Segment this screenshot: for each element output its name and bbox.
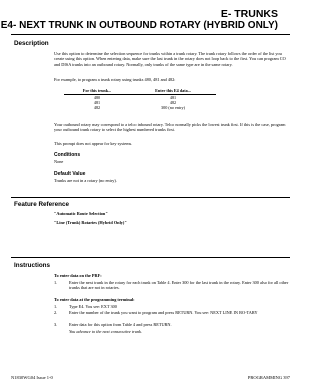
step-text: Enter the number of the trunk you want to program and press RETURN. You see: NEXT LINE IN RO-TARY [69, 310, 258, 315]
step-note: You advance to the next consecutive trunk. [69, 329, 142, 334]
table-row [64, 105, 216, 110]
section-title: E- TRUNKS [220, 8, 278, 20]
instructions-heading: Instructions [14, 262, 51, 269]
footer-document-id: N1830WG04 Issue 1-0 [11, 375, 53, 380]
step-number: 3. [54, 322, 58, 327]
description-paragraph-2: For example, to program a trunk rotary using trunks 480, 481 and 482: [54, 77, 176, 82]
step-number: 1. [54, 280, 58, 285]
footer-page-number: PROGRAMMING 397 [247, 375, 290, 380]
table-cell: 300 (no entry) [161, 105, 185, 111]
conditions-heading: Conditions [54, 152, 81, 158]
feature-reference-item: "Line (Trunk) Rotaries (Hybrid Only)" [54, 220, 127, 225]
description-paragraph-4: This prompt does not appear for key systems. [54, 141, 133, 146]
feature-reference-heading: Feature Reference [14, 201, 69, 208]
table-cell: 482 [93, 105, 101, 111]
header-rule [11, 34, 290, 35]
conditions-text: None [54, 159, 64, 164]
default-value-heading: Default Value [54, 171, 86, 177]
table-header-trunk: For this trunk... [64, 88, 130, 95]
step-text: Type E4. You see: EXT 300 [69, 304, 117, 309]
page-title: E4- NEXT TRUNK IN OUTBOUND ROTARY (HYBRID ONLY) [0, 20, 278, 31]
default-value-text: Trunks are not in a rotary (no entry). [54, 178, 117, 183]
step-text: Enter the next trunk in the rotary for each trunk on Table 4. Enter 300 for the last trunk in the rotary. Enter 300 also for all other trunks that are not in rotaries. [69, 280, 289, 291]
table-cell: 481 [169, 95, 177, 101]
section-rule [11, 257, 290, 258]
table-cell: 482 [169, 100, 177, 106]
description-heading: Description [14, 40, 49, 47]
table-header-e4-data: Enter this E4 data... [130, 88, 216, 95]
description-paragraph-3: Your outbound rotary may correspond to a telco inbound rotary. Telco normally picks the lowest trunk first. If this is the case, program your outbound trunk rotary to select the highest numbered trunks first. [54, 122, 286, 133]
prf-subheading: To enter data on the PRF: [54, 273, 102, 278]
step-number: 1. [54, 304, 58, 309]
step-number: 2. [54, 310, 58, 315]
rotary-example-table [64, 88, 216, 110]
table-cell: 480 [93, 95, 101, 101]
description-paragraph-1: Use this option to determine the selection sequence for trunks within a trunk rotary. The trunk rotary follows the order of the list you create using this option. When entering data, make sure the last trunk in the rotary does not loop back to the first. You can program CO and DISA trunks into an outbound rotary. Normally, only trunks of the same type are in the same rotary. [54, 51, 286, 67]
step-text: Enter data for this option from Table 4 and press RETURN. [69, 322, 172, 327]
feature-reference-item: "Automatic Route Selection" [54, 211, 108, 216]
section-rule [11, 197, 290, 198]
table-cell: 481 [93, 100, 101, 106]
terminal-subheading: To enter data at the programming terminal: [54, 297, 135, 302]
